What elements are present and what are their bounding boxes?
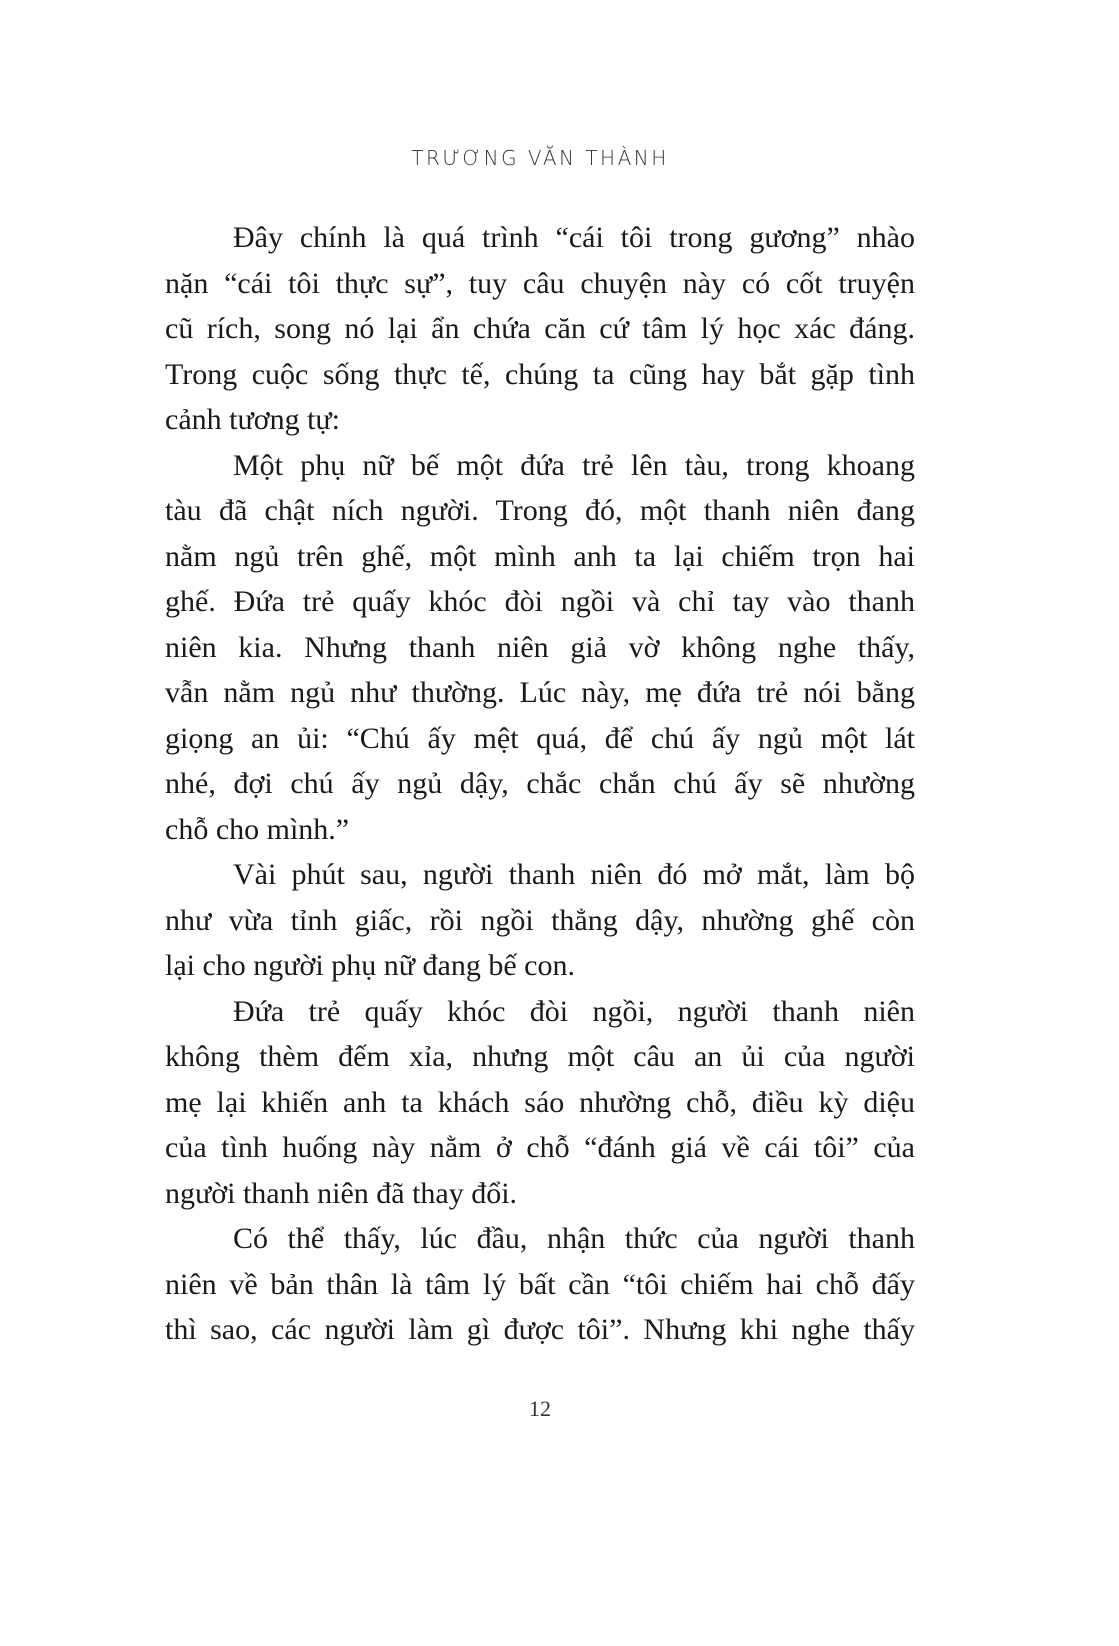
text-line: mẹ lại khiến anh ta khách sáo nhường chỗ, điều kỳ diệu bbox=[165, 1085, 915, 1119]
body-text bbox=[165, 215, 915, 1353]
text-line: thì sao, các người làm gì được tôi”. Nhưng khi nghe thấy bbox=[165, 1313, 915, 1346]
text-line: Vài phút sau, người thanh niên đó mở mắt, làm bộ bbox=[233, 858, 915, 891]
text-line: Một phụ nữ bế một đứa trẻ lên tàu, trong khoang bbox=[233, 448, 915, 482]
text-line: của tình huống này nằm ở chỗ “đánh giá về cái tôi” của bbox=[165, 1131, 915, 1164]
paragraph bbox=[165, 1216, 915, 1353]
text-line: Đứa trẻ quấy khóc đòi ngồi, người thanh niên bbox=[233, 994, 915, 1028]
running-header-author: TRƯƠNG VĂN THÀNH bbox=[411, 146, 669, 170]
text-line: nằm ngủ trên ghế, một mình anh ta lại chiếm trọn hai bbox=[165, 539, 915, 573]
paragraph bbox=[165, 989, 915, 1217]
text-line: niên kia. Nhưng thanh niên giả vờ không nghe thấy, bbox=[165, 630, 915, 664]
text-line: giọng an ủi: “Chú ấy mệt quá, để chú ấy ngủ một lát bbox=[165, 721, 915, 755]
text-line: Trong cuộc sống thực tế, chúng ta cũng hay bắt gặp tình bbox=[165, 357, 915, 391]
text-line: Đây chính là quá trình “cái tôi trong gương” nhào bbox=[233, 221, 915, 254]
paragraph bbox=[165, 852, 915, 989]
paragraph bbox=[165, 215, 915, 443]
text-line: ghế. Đứa trẻ quấy khóc đòi ngồi và chỉ tay vào thanh bbox=[165, 585, 915, 618]
text-line: nặn “cái tôi thực sự”, tuy câu chuyện này có cốt truyện bbox=[165, 266, 915, 300]
text-line: tàu đã chật ních người. Trong đó, một thanh niên đang bbox=[165, 494, 915, 527]
paragraph bbox=[165, 443, 915, 853]
text-line: Có thể thấy, lúc đầu, nhận thức của người thanh bbox=[233, 1222, 915, 1255]
text-line: người thanh niên đã thay đổi. bbox=[165, 1176, 518, 1210]
text-line: nhé, đợi chú ấy ngủ dậy, chắc chắn chú ấy sẽ nhường bbox=[165, 767, 915, 800]
text-line: không thèm đếm xỉa, nhưng một câu an ủi của người bbox=[165, 1040, 915, 1073]
text-line: cảnh tương tự: bbox=[165, 403, 341, 436]
page-number: 12 bbox=[529, 1396, 551, 1421]
text-line: chỗ cho mình.” bbox=[165, 812, 350, 846]
text-line: như vừa tỉnh giấc, rồi ngồi thẳng dậy, nhường ghế còn bbox=[165, 903, 915, 937]
text-line: vẫn nằm ngủ như thường. Lúc này, mẹ đứa trẻ nói bằng bbox=[165, 676, 915, 709]
text-line: niên về bản thân là tâm lý bất cần “tôi chiếm hai chỗ đấy bbox=[165, 1267, 915, 1301]
text-line: lại cho người phụ nữ đang bế con. bbox=[165, 949, 575, 982]
text-line: cũ rích, song nó lại ẩn chứa căn cứ tâm lý học xác đáng. bbox=[165, 312, 915, 345]
